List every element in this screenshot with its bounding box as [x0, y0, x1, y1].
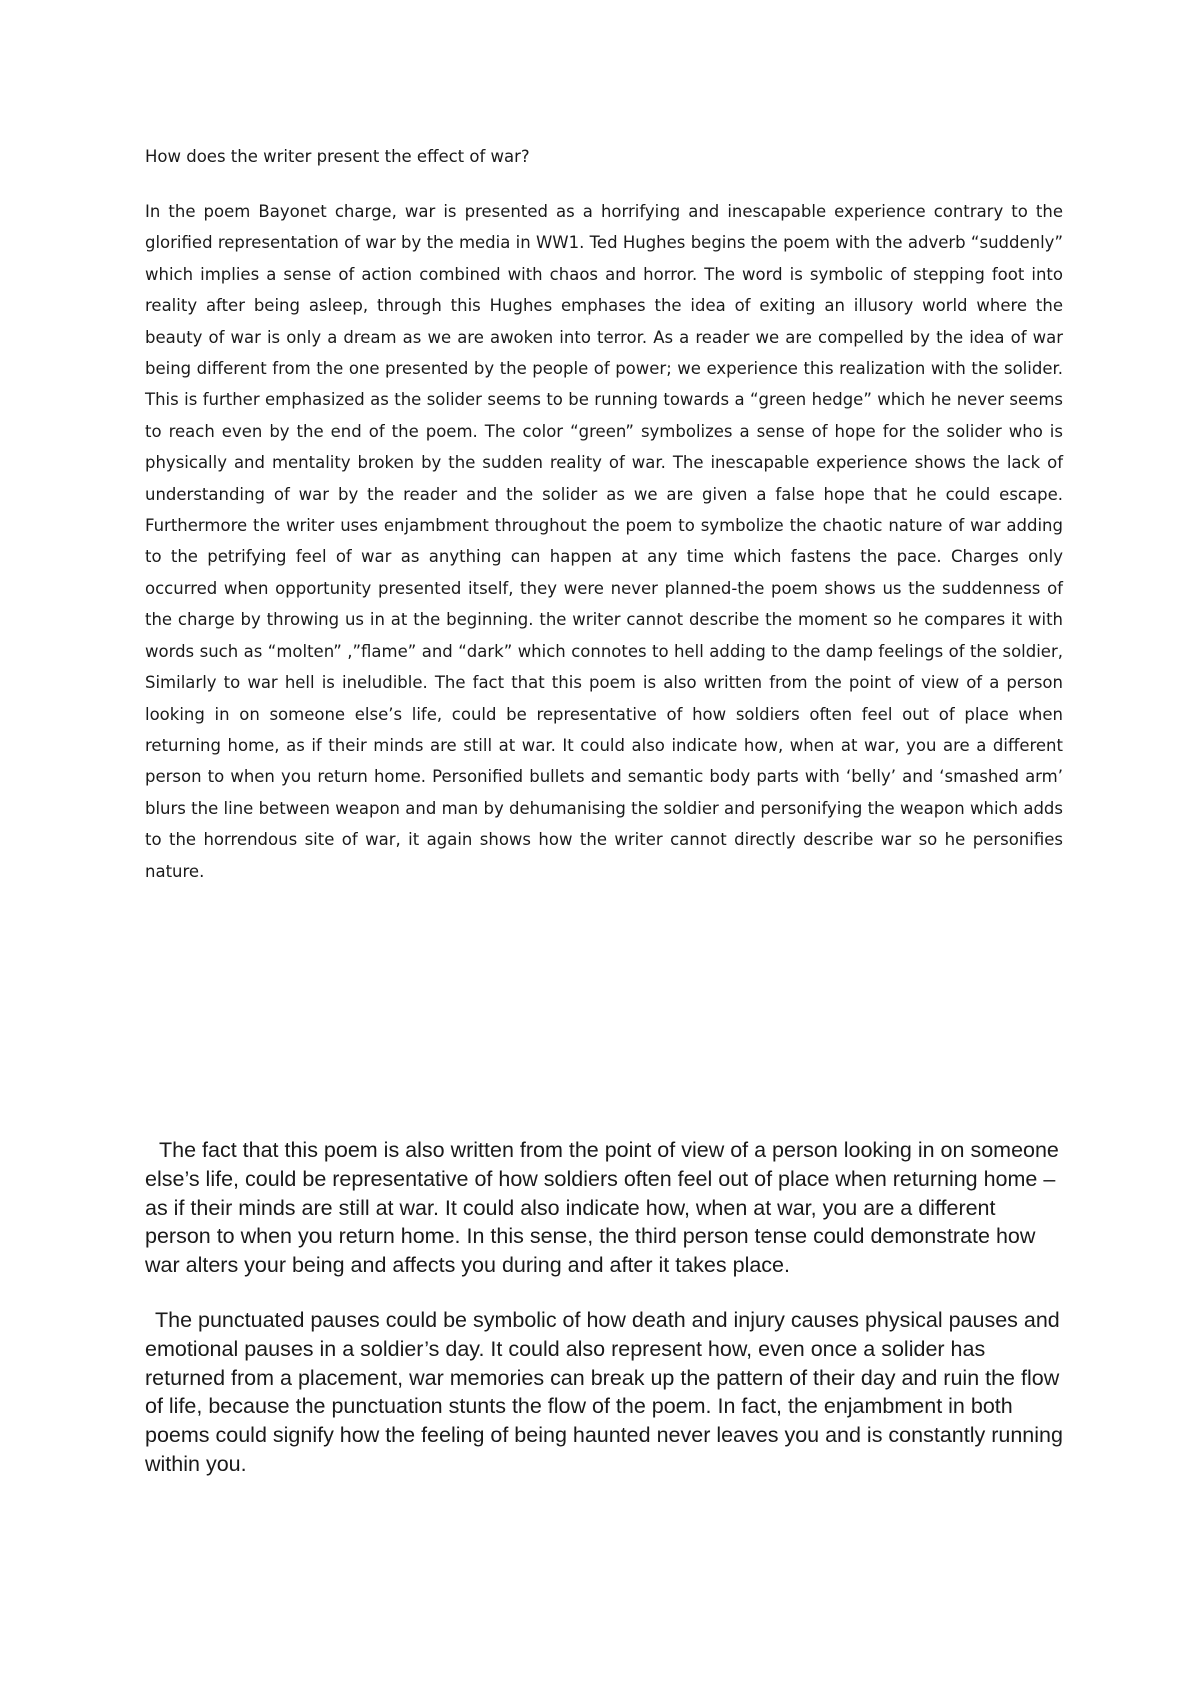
lower-paragraph-2: The punctuated pauses could be symbolic of how death and injury causes physical pauses and emotional pauses in a soldier’s day. It could also represent how, even once a solider has returned from a placement, war memories can break up the pattern of their day and ruin the flow of life, because the punctuation stunts the flow of the poem. In fact, the enjambment in both poems could signify how the feeling of being haunted never leaves you and is constantly running within you. [145, 1308, 1063, 1476]
essay-question: How does the writer present the effect of war? [145, 147, 530, 166]
lower-paragraph-1: The fact that this poem is also written from the point of view of a person looking in on someone else’s life, could be representative of how soldiers often feel out of place when returning home – as if their minds are still at war. It could also indicate how, when at war, you are a different person to when you return home. In this sense, the third person tense could demonstrate how war alters your being and affects you during and after it takes place. [145, 1138, 1059, 1278]
essay-paragraph: In the poem Bayonet charge, war is presented as a horrifying and inescapable experience contrary to the glorified representation of war by the media in WW1. Ted Hughes begins the poem with the adverb “suddenly” which implies a sense of action combined with chaos and horror. The word is symbolic of stepping foot into reality after being asleep, through this Hughes emphases the idea of exiting an illusory world where the beauty of war is only a dream as we are awoken into terror. As a reader we are compelled by the idea of war being different from the one presented by the people of power; we experience this realization with the solider. This is further emphasized as the solider seems to be running towards a “green hedge” which he never seems to reach even by the end of the poem. The color “green” symbolizes a sense of hope for the solider who is physically and mentality broken by the sudden reality of war. The inescapable experience shows the lack of understanding of war by the reader and the solider as we are given a false hope that he could escape. Furthermore the writer uses enjambment throughout the poem to symbolize the chaotic nature of war adding to the petrifying feel of war as anything can happen at any time which fastens the pace. Charges only occurred when opportunity presented itself, they were never planned-the poem shows us the suddenness of the charge by throwing us in at the beginning. the writer cannot describe the moment so he compares it with words such as “molten” ,”flame” and “dark” which connotes to hell adding to the damp feelings of the soldier, Similarly to war hell is ineludible. The fact that this poem is also written from the point of view of a person looking in on someone else’s life, could be representative of how soldiers often feel out of place when returning home, as if their minds are still at war. It could also indicate how, when at war, you are a different person to when you return home. Personified bullets and semantic body parts with ‘belly’ and ‘smashed arm’ blurs the line between weapon and man by dehumanising the soldier and personifying the weapon which adds to the horrendous site of war, it again shows how the writer cannot directly describe war so he personifies nature. [145, 202, 1063, 881]
